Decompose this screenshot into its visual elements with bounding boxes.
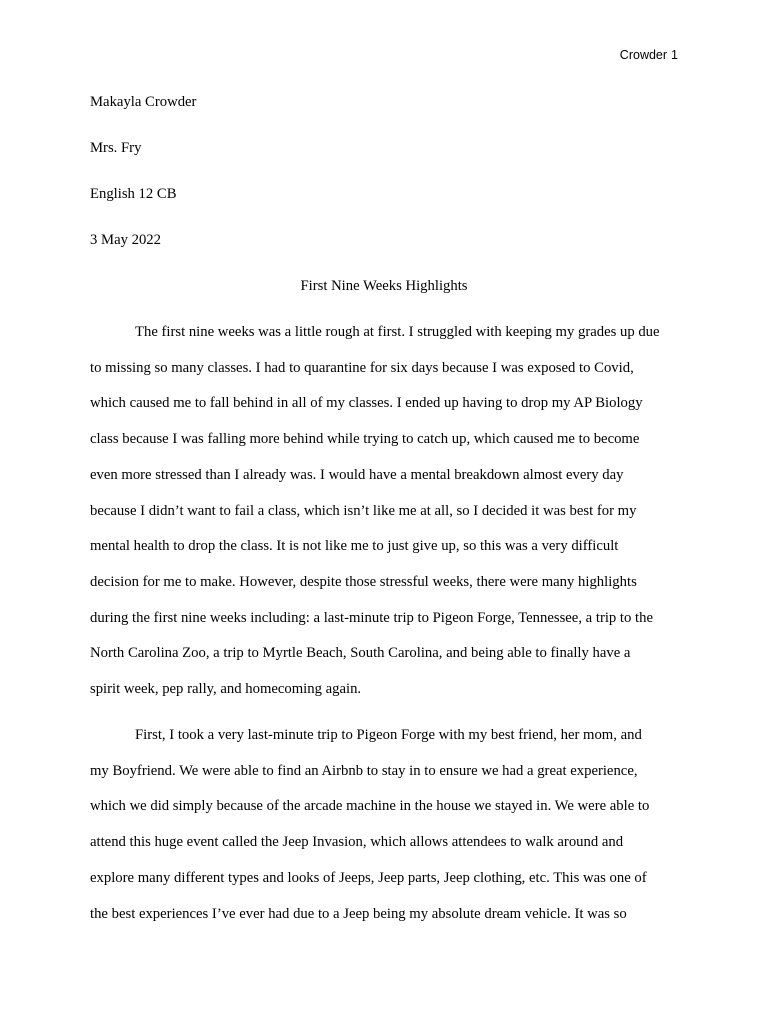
paragraph-line: spirit week, pep rally, and homecoming again. <box>90 681 362 697</box>
paragraph-line: mental health to drop the class. It is not like me to just give up, so this was a very difficult <box>90 538 619 555</box>
paragraph-line: the best experiences I’ve ever had due to a Jeep being my absolute dream vehicle. It was so <box>90 905 627 922</box>
header-author-last-name: Crowder <box>619 48 668 62</box>
paragraph-line: my Boyfriend. We were able to find an Airbnb to stay in to ensure we had a great experience, <box>90 762 638 779</box>
header-page-number: 1 <box>671 48 678 62</box>
running-header <box>620 46 678 64</box>
paragraph-line: which we did simply because of the arcade machine in the house we stayed in. We were able to <box>90 798 650 815</box>
paragraph-line: explore many different types and looks of Jeeps, Jeep parts, Jeep clothing, etc. This was one of <box>90 869 647 886</box>
paragraph-line: class because I was falling more behind while trying to catch up, which caused me to become <box>90 431 640 448</box>
course-name: English 12 CB <box>90 186 177 202</box>
paragraph-line: to missing so many classes. I had to quarantine for six days because I was exposed to Covid, <box>90 359 634 376</box>
paragraph-line: First, I took a very last-minute trip to Pigeon Forge with my best friend, her mom, and <box>135 727 642 743</box>
essay-date: 3 May 2022 <box>90 232 161 248</box>
paragraph-line: decision for me to make. However, despite those stressful weeks, there were many highlights <box>90 573 637 590</box>
paragraph-line: during the first nine weeks including: a last-minute trip to Pigeon Forge, Tennessee, a trip to the <box>90 609 653 626</box>
teacher-name: Mrs. Fry <box>90 140 142 156</box>
paragraph-line: North Carolina Zoo, a trip to Myrtle Beach, South Carolina, and being able to finally have a <box>90 645 631 662</box>
paragraph-line: The first nine weeks was a little rough at first. I struggled with keeping my grades up due <box>135 324 660 340</box>
paragraph-line: because I didn’t want to fail a class, which isn’t like me at all, so I decided it was best for my <box>90 502 637 519</box>
student-name: Makayla Crowder <box>90 94 197 110</box>
essay-title: First Nine Weeks Highlights <box>300 278 468 294</box>
paragraph-line: which caused me to fall behind in all of my classes. I ended up having to drop my AP Biology <box>90 395 643 412</box>
paragraph-line: even more stressed than I already was. I would have a mental breakdown almost every day <box>90 466 624 483</box>
paragraph-line: attend this huge event called the Jeep Invasion, which allows attendees to walk around and <box>90 834 624 851</box>
